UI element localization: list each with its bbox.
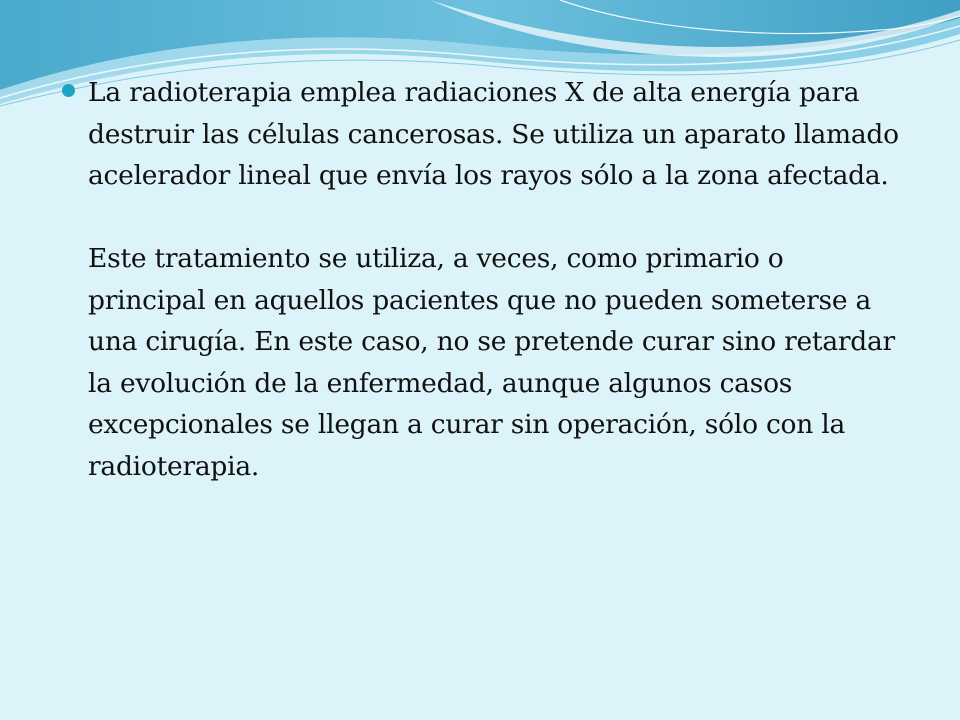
bullet-dot-icon [62, 84, 75, 97]
bullet-list-item [62, 72, 902, 487]
slide-content [62, 72, 902, 487]
paragraph-treatment-usage: Este tratamiento se utiliza, a veces, como primario o principal en aquellos pacientes que no pueden someterse a una cirugía. En este caso, no se pretende curar sino retardar la evolución de la enfermedad, aunque algunos casos excepcionales se llegan a curar sin operación, sólo con la radioterapia. [88, 243, 895, 482]
paragraph-radiotherapy-definition: La radioterapia emplea radiaciones X de alta energía para destruir las células cancerosas. Se utiliza un aparato llamado acelerador lineal que envía los rayos sólo a la zona afectada. [88, 77, 899, 191]
paragraph-spacer [88, 197, 902, 239]
